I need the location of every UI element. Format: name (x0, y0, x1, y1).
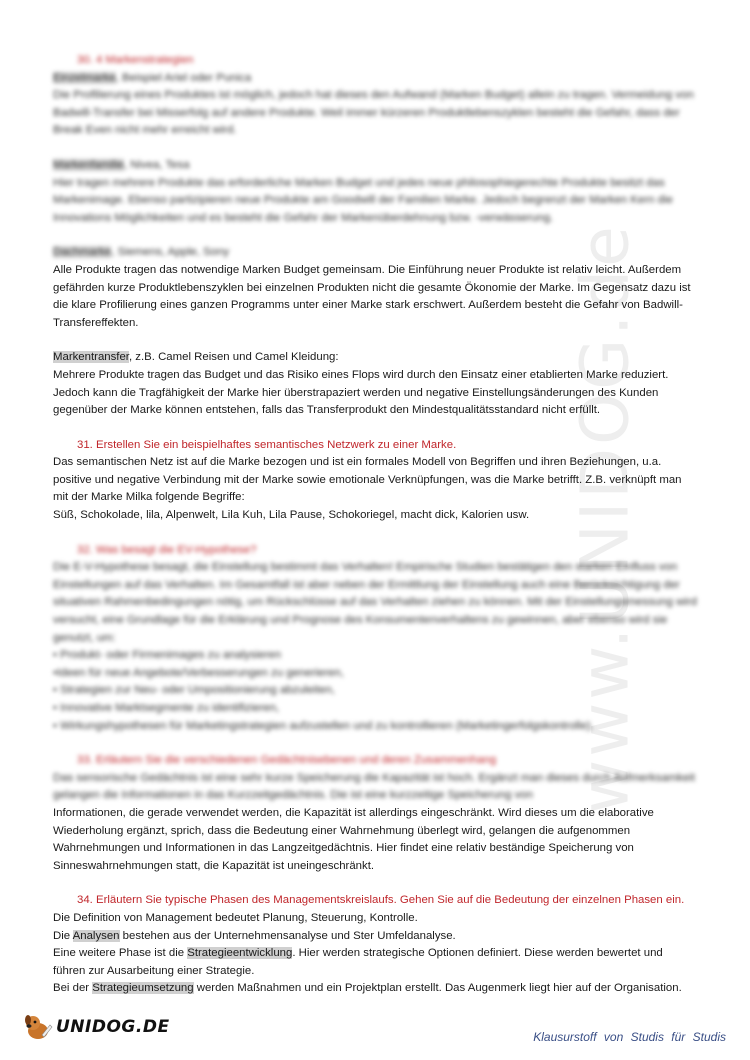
einzelmarke-term: Einzelmarke (53, 71, 116, 84)
dachmarke-term: Dachmarke (53, 246, 112, 259)
section-33-text: Informationen, die gerade verwendet werden, die Kapazität ist allerdings eingeschränkt. Wird dieses um die elaborative Wiederholung ergänzt, sprich, dass die Bedeutung einer Wahrnehmung überlegt wird, gelangen die aufgenommen Wahrnehmungen und Informationen in das Langzeitgedächtnis. Hier findet eine relativ beständige Speicherung von Sinneswahrnehmungen statt, die Kapazität ist uneingeschränkt. (53, 806, 654, 872)
dachmarke-text: Alle Produkte tragen das notwendige Marken Budget gemeinsam. Die Einführung neuer Produkte ist relativ leicht. Außerdem gefährden kurze Produktlebenszyklen bei einzelnen Produkten nicht die gesamte Ökonomie der Marke. Im Gegensatz dazu ist die klare Profilierung eines ganzen Programms unter einer Marke stark erschwert. Außerdem besteht die Gefahr von Badwill-Transfereffekten. (53, 263, 691, 329)
list-item: •Ideen für neue Angebote/Verbesserungen zu generieren, (53, 666, 344, 679)
text-fragment: Bei der (53, 982, 93, 995)
section-31-heading: 31. Erstellen Sie ein beispielhaftes semantisches Netzwerk zu einer Marke. (77, 438, 457, 451)
section-30-heading: 30. 4 Markenstrategien (77, 54, 194, 66)
list-item: • Strategien zur Neu- oder Umpositionierung abzuleiten, (53, 684, 335, 697)
section-32-text: Die E-V-Hypothese besagt, die Einstellung bestimmt das Verhalten! Empirische Studien bestätigen den starken Einfluss von Einstellungen auf das Verhalten. Im Gesamtfall ist aber neben der Ermittlung der Einstellung auch eine Berücksichtigung der situativen Rahmenbedingungen nötig, um Rückschlüsse auf das Verhalten ziehen zu können. Mit der Einstellungsmessung wird versucht, eine Grundlage für die Erklärung und Prognose des Konsumentenverhaltens zu gewinnen, aber ebenso wird sie genutzt, um: (53, 561, 697, 644)
markentransfer-text: Mehrere Produkte tragen das Budget und das Risiko eines Flops wird durch den Einsatz einer etablierten Marke reduziert. Jedoch kann die Tragfähigkeit der Marke hier überstrapaziert werden und negative Einstellungsänderungen des Kunden gegenüber der Marke können entstehen, falls das Transferprodukt den Mindestqualitätsstandard nicht erfüllt. (53, 368, 669, 417)
text-fragment: werden Maßnahmen und ein Projektplan erstellt. Das Augenmerk liegt hier auf der Organisation. (193, 982, 682, 995)
footer-tagline: Klausurstoff von Studis für Studis (533, 1030, 726, 1044)
text-fragment: Eine weitere Phase ist die (53, 947, 188, 960)
section-33-blurred (53, 752, 698, 805)
section-32-blurred (53, 542, 698, 736)
strategieentwicklung-highlight: Strategieentwicklung (187, 947, 293, 960)
strategieumsetzung-highlight: Strategieumsetzung (92, 982, 194, 995)
document-content (53, 52, 698, 998)
analysen-highlight: Analysen (72, 929, 120, 942)
dachmarke-example: , Siemens, Apple, Sony (111, 246, 230, 259)
list-item: • Innovative Marktsegmente zu identifizieren, (53, 702, 280, 714)
section-30-blurred (53, 52, 698, 262)
dachmarke-line (53, 244, 698, 262)
logo-text: UNIDOG.DE (56, 1017, 170, 1037)
section-31-text: Das semantischen Netz ist auf die Marke bezogen und ist ein formales Modell von Begriffen und ihren Beziehungen, u.a. positive und negative Verbindung mit der Marke sowie emotionale Verknüpfungen, was die Marke betrifft. Z.B. verknüpft man mit der Marke Milka folgende Begriffe: (53, 456, 682, 504)
list-item: • Produkt- oder Firmenimages zu analysieren (53, 649, 282, 662)
markenfamilie-text: Hier tragen mehrere Produkte das erforderliche Marken Budget und jedes neue philosophiegerechte Produkte besitzt das Markenimage. Ebenso partizipieren neue Produkte am Goodwill der Familien Marke. Jedoch begrenzt der Marken Kern die Innovations Möglichkeiten und es besteht die Gefahr der Markenüberdehnung bzw. -verwässerung. (53, 176, 673, 224)
einzelmarke-example: , Beispiel Ariel oder Punica (115, 71, 252, 84)
einzelmarke-line (53, 70, 698, 88)
unidog-logo[interactable] (22, 1013, 170, 1041)
section-33-heading: 33. Erläutern Sie die verschiedenen Gedächtnisebenen und deren Zusammenhang (77, 754, 497, 767)
section-33-blur-text: Das sensorische Gedächtnis ist eine sehr kurze Speicherung die Kapazität ist hoch. Ergänzt man dieses durch Aufmerksamkeit gelangen die Informationen in das Kurzzeitgedächtnis. Die ist eine kurzzeitige Speicherung von (53, 771, 695, 802)
text-fragment: Die (53, 929, 73, 942)
section-34-heading: 34. Erläutern Sie typische Phasen des Managementskreislaufs. Gehen Sie auf die Bedeutung der einzelnen Phasen ein. (77, 894, 685, 907)
section-32-heading: 32. Was besagt die EV-Hypothese? (77, 543, 257, 556)
section-34-line-1: Die Definition von Management bedeutet Planung, Steuerung, Kontrolle. (53, 911, 418, 924)
dog-mascot-icon (22, 1013, 54, 1041)
list-item: • Wirkungshypothesen für Marketingstrategien aufzustellen und zu kontrollieren (Marketingerfolgskontrolle). (53, 719, 594, 732)
markenfamilie-term: Markenfamilie (53, 158, 124, 171)
section-32-bullets (53, 647, 698, 735)
section-34-line-2 (53, 928, 698, 946)
markentransfer-example: , z.B. Camel Reisen und Camel Kleidung: (128, 351, 339, 364)
section-31-terms: Süß, Schokolade, lila, Alpenwelt, Lila Kuh, Lila Pause, Schokoriegel, macht dick, Kalorien usw. (53, 509, 530, 522)
markentransfer-line (53, 349, 698, 367)
watermark: www.UNIDOG.de (566, 223, 644, 814)
section-34-line-4 (53, 980, 698, 998)
markentransfer-term: Markentransfer (53, 351, 129, 364)
einzelmarke-text: Die Profilierung eines Produktes ist möglich, jedoch hat dieses den Aufwand (Marken Budget) allein zu tragen. Vermeidung von Badwill-Transfer bei Misserfolg auf andere Produkte. Weil immer kürzeren Produktlebenszyklen besteht die Gefahr, dass der Break Even nicht mehr erreicht wird. (53, 89, 694, 137)
section-34-line-3 (53, 945, 698, 980)
text-fragment: bestehen aus der Unternehmensanalyse und Ster Umfeldanalyse. (119, 929, 456, 942)
text-fragment: . Hier werden strategische Optionen definiert. Diese werden bewertet und führen zur Ausarbeitung einer Strategie. (53, 947, 663, 977)
markenfamilie-example: , Nivea, Tesa (123, 158, 190, 171)
markenfamilie-line (53, 157, 698, 175)
